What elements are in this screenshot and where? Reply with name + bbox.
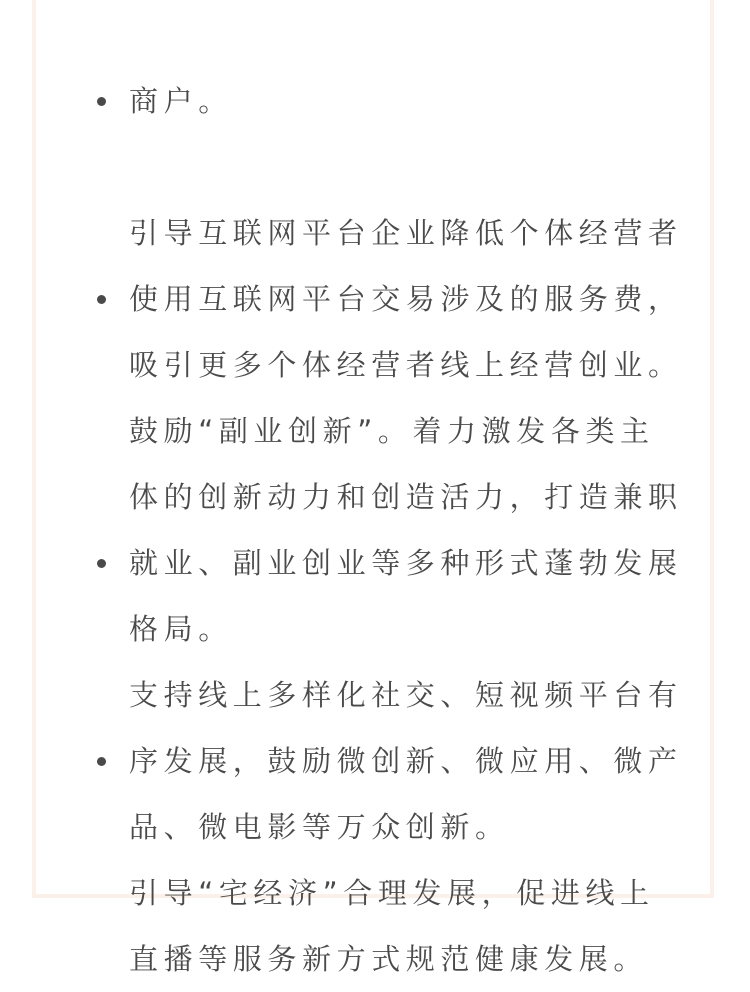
list-item [97,728,655,992]
bullet-dot-icon [97,757,106,766]
list-item-text: 引导“宅经济”合理发展，促进线上 直播等服务新方式规范健康发展。 [129,876,655,976]
bullet-dot-icon [97,559,106,568]
paragraph-text: 商户。 [129,84,233,118]
list-item-text: 鼓励“副业创新”。着力激发各类主 体的创新动力和创造活力，打造兼职 就业、副业创业等多种形式蓬勃发展 格局。 [129,414,683,646]
bullet-dot-icon [97,295,106,304]
list-item-text: 支持线上多样化社交、短视频平台有 序发展，鼓励微创新、微应用、微产 品、微电影等万众创新。 [129,678,683,844]
bullet-dot-icon [97,97,106,106]
list-item-text: 引导互联网平台企业降低个体经营者 使用互联网平台交易涉及的服务费， 吸引更多个体经营者线上经营创业。 [129,216,683,382]
